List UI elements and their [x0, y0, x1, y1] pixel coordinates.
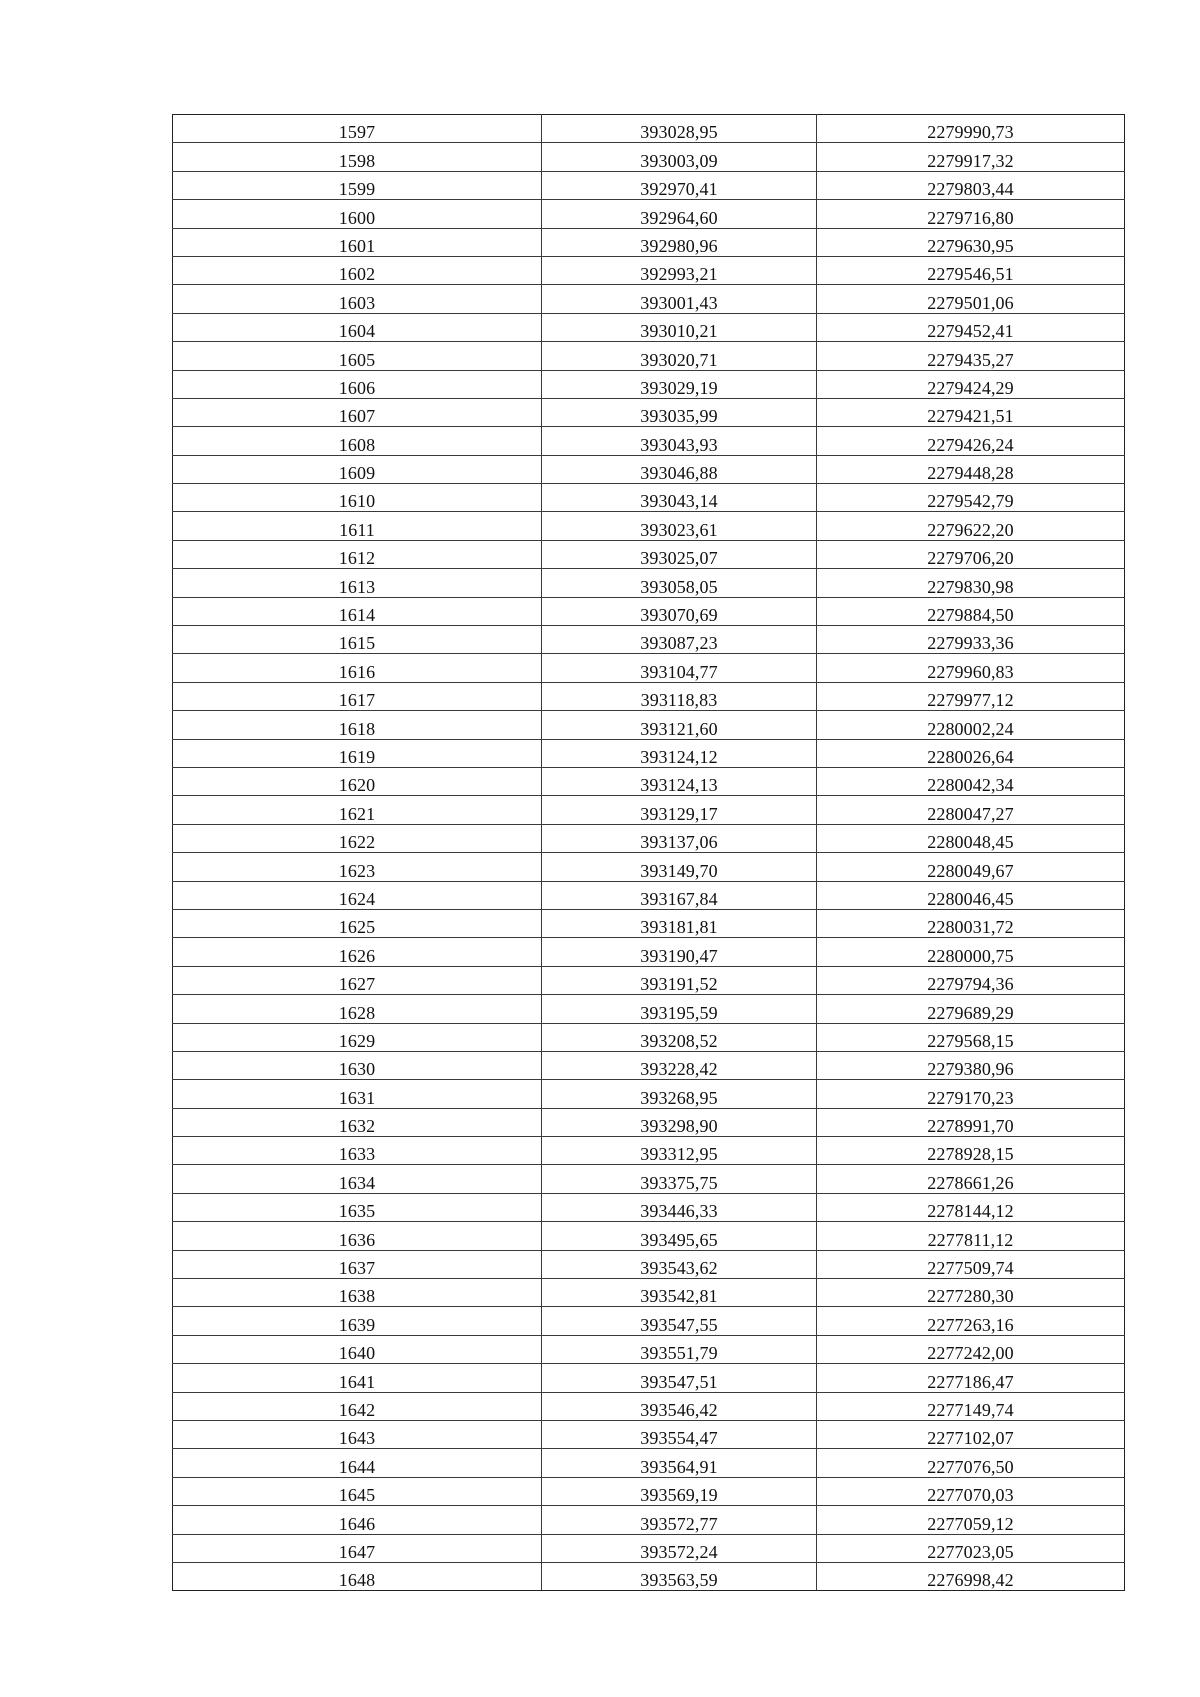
table-row [173, 1449, 1125, 1477]
x-coordinate-cell: 393020,71 [542, 342, 817, 370]
point-number-cell: 1625 [173, 909, 542, 937]
table-row [173, 853, 1125, 881]
table-row [173, 1392, 1125, 1420]
coordinates-table [172, 114, 1125, 1591]
table-row [173, 370, 1125, 398]
table-row [173, 1534, 1125, 1562]
x-coordinate-cell: 393547,55 [542, 1307, 817, 1335]
y-coordinate-cell: 2278991,70 [817, 1108, 1125, 1136]
table-row [173, 767, 1125, 795]
y-coordinate-cell: 2279803,44 [817, 171, 1125, 199]
x-coordinate-cell: 393129,17 [542, 796, 817, 824]
table-row [173, 938, 1125, 966]
point-number-cell: 1614 [173, 597, 542, 625]
point-number-cell: 1604 [173, 313, 542, 341]
y-coordinate-cell: 2279170,23 [817, 1080, 1125, 1108]
x-coordinate-cell: 393551,79 [542, 1335, 817, 1363]
table-row [173, 1307, 1125, 1335]
point-number-cell: 1627 [173, 966, 542, 994]
table-row [173, 1420, 1125, 1448]
x-coordinate-cell: 393208,52 [542, 1023, 817, 1051]
x-coordinate-cell: 393554,47 [542, 1420, 817, 1448]
y-coordinate-cell: 2279622,20 [817, 512, 1125, 540]
y-coordinate-cell: 2277280,30 [817, 1279, 1125, 1307]
x-coordinate-cell: 393446,33 [542, 1193, 817, 1221]
y-coordinate-cell: 2279421,51 [817, 398, 1125, 426]
y-coordinate-cell: 2277023,05 [817, 1534, 1125, 1562]
x-coordinate-cell: 393149,70 [542, 853, 817, 881]
x-coordinate-cell: 393191,52 [542, 966, 817, 994]
table-row [173, 1279, 1125, 1307]
point-number-cell: 1628 [173, 995, 542, 1023]
point-number-cell: 1620 [173, 767, 542, 795]
x-coordinate-cell: 393025,07 [542, 540, 817, 568]
x-coordinate-cell: 393181,81 [542, 909, 817, 937]
table-row [173, 200, 1125, 228]
table-row [173, 739, 1125, 767]
point-number-cell: 1608 [173, 427, 542, 455]
x-coordinate-cell: 393124,12 [542, 739, 817, 767]
point-number-cell: 1636 [173, 1222, 542, 1250]
table-row [173, 1193, 1125, 1221]
point-number-cell: 1639 [173, 1307, 542, 1335]
y-coordinate-cell: 2277263,16 [817, 1307, 1125, 1335]
x-coordinate-cell: 393495,65 [542, 1222, 817, 1250]
y-coordinate-cell: 2278928,15 [817, 1137, 1125, 1165]
point-number-cell: 1632 [173, 1108, 542, 1136]
point-number-cell: 1629 [173, 1023, 542, 1051]
table-row [173, 682, 1125, 710]
x-coordinate-cell: 393003,09 [542, 143, 817, 171]
table-row [173, 512, 1125, 540]
x-coordinate-cell: 393190,47 [542, 938, 817, 966]
y-coordinate-cell: 2279501,06 [817, 285, 1125, 313]
point-number-cell: 1601 [173, 228, 542, 256]
y-coordinate-cell: 2279706,20 [817, 540, 1125, 568]
y-coordinate-cell: 2280042,34 [817, 767, 1125, 795]
x-coordinate-cell: 393572,24 [542, 1534, 817, 1562]
table-row [173, 824, 1125, 852]
y-coordinate-cell: 2279568,15 [817, 1023, 1125, 1051]
y-coordinate-cell: 2280046,45 [817, 881, 1125, 909]
x-coordinate-cell: 393167,84 [542, 881, 817, 909]
y-coordinate-cell: 2279689,29 [817, 995, 1125, 1023]
y-coordinate-cell: 2280031,72 [817, 909, 1125, 937]
point-number-cell: 1606 [173, 370, 542, 398]
y-coordinate-cell: 2277242,00 [817, 1335, 1125, 1363]
table-row [173, 427, 1125, 455]
table-row [173, 1477, 1125, 1505]
x-coordinate-cell: 393087,23 [542, 626, 817, 654]
y-coordinate-cell: 2277070,03 [817, 1477, 1125, 1505]
y-coordinate-cell: 2279435,27 [817, 342, 1125, 370]
table-row [173, 1023, 1125, 1051]
y-coordinate-cell: 2280048,45 [817, 824, 1125, 852]
y-coordinate-cell: 2279830,98 [817, 569, 1125, 597]
table-row [173, 569, 1125, 597]
x-coordinate-cell: 393001,43 [542, 285, 817, 313]
y-coordinate-cell: 2279990,73 [817, 115, 1125, 143]
table-row [173, 115, 1125, 143]
x-coordinate-cell: 393375,75 [542, 1165, 817, 1193]
y-coordinate-cell: 2277509,74 [817, 1250, 1125, 1278]
table-row [173, 966, 1125, 994]
x-coordinate-cell: 393543,62 [542, 1250, 817, 1278]
table-row [173, 484, 1125, 512]
point-number-cell: 1645 [173, 1477, 542, 1505]
x-coordinate-cell: 393542,81 [542, 1279, 817, 1307]
table-row [173, 1108, 1125, 1136]
point-number-cell: 1616 [173, 654, 542, 682]
x-coordinate-cell: 393046,88 [542, 455, 817, 483]
point-number-cell: 1600 [173, 200, 542, 228]
y-coordinate-cell: 2279960,83 [817, 654, 1125, 682]
table-row [173, 711, 1125, 739]
point-number-cell: 1630 [173, 1051, 542, 1079]
x-coordinate-cell: 393058,05 [542, 569, 817, 597]
point-number-cell: 1619 [173, 739, 542, 767]
x-coordinate-cell: 393268,95 [542, 1080, 817, 1108]
y-coordinate-cell: 2277149,74 [817, 1392, 1125, 1420]
table-row [173, 285, 1125, 313]
point-number-cell: 1613 [173, 569, 542, 597]
x-coordinate-cell: 393228,42 [542, 1051, 817, 1079]
point-number-cell: 1626 [173, 938, 542, 966]
x-coordinate-cell: 392970,41 [542, 171, 817, 199]
table-row [173, 1080, 1125, 1108]
x-coordinate-cell: 393010,21 [542, 313, 817, 341]
table-row [173, 313, 1125, 341]
x-coordinate-cell: 393121,60 [542, 711, 817, 739]
point-number-cell: 1609 [173, 455, 542, 483]
table-row [173, 1506, 1125, 1534]
table-row [173, 881, 1125, 909]
x-coordinate-cell: 393118,83 [542, 682, 817, 710]
point-number-cell: 1615 [173, 626, 542, 654]
y-coordinate-cell: 2279424,29 [817, 370, 1125, 398]
point-number-cell: 1624 [173, 881, 542, 909]
point-number-cell: 1633 [173, 1137, 542, 1165]
y-coordinate-cell: 2279448,28 [817, 455, 1125, 483]
point-number-cell: 1631 [173, 1080, 542, 1108]
y-coordinate-cell: 2277186,47 [817, 1364, 1125, 1392]
point-number-cell: 1610 [173, 484, 542, 512]
y-coordinate-cell: 2279716,80 [817, 200, 1125, 228]
y-coordinate-cell: 2279933,36 [817, 626, 1125, 654]
point-number-cell: 1637 [173, 1250, 542, 1278]
x-coordinate-cell: 393137,06 [542, 824, 817, 852]
x-coordinate-cell: 392964,60 [542, 200, 817, 228]
table-row [173, 256, 1125, 284]
point-number-cell: 1635 [173, 1193, 542, 1221]
x-coordinate-cell: 393124,13 [542, 767, 817, 795]
y-coordinate-cell: 2277059,12 [817, 1506, 1125, 1534]
coordinates-table-body [173, 115, 1125, 1591]
x-coordinate-cell: 393547,51 [542, 1364, 817, 1392]
point-number-cell: 1607 [173, 398, 542, 426]
table-row [173, 398, 1125, 426]
point-number-cell: 1611 [173, 512, 542, 540]
point-number-cell: 1646 [173, 1506, 542, 1534]
point-number-cell: 1605 [173, 342, 542, 370]
table-row [173, 796, 1125, 824]
point-number-cell: 1621 [173, 796, 542, 824]
point-number-cell: 1603 [173, 285, 542, 313]
table-row [173, 626, 1125, 654]
y-coordinate-cell: 2280002,24 [817, 711, 1125, 739]
x-coordinate-cell: 393563,59 [542, 1562, 817, 1590]
y-coordinate-cell: 2279546,51 [817, 256, 1125, 284]
y-coordinate-cell: 2278144,12 [817, 1193, 1125, 1221]
y-coordinate-cell: 2279977,12 [817, 682, 1125, 710]
table-row [173, 597, 1125, 625]
point-number-cell: 1622 [173, 824, 542, 852]
y-coordinate-cell: 2279426,24 [817, 427, 1125, 455]
table-row [173, 995, 1125, 1023]
table-row [173, 654, 1125, 682]
point-number-cell: 1647 [173, 1534, 542, 1562]
point-number-cell: 1643 [173, 1420, 542, 1448]
table-row [173, 1051, 1125, 1079]
x-coordinate-cell: 393546,42 [542, 1392, 817, 1420]
table-row [173, 455, 1125, 483]
table-row [173, 1562, 1125, 1590]
x-coordinate-cell: 392993,21 [542, 256, 817, 284]
point-number-cell: 1599 [173, 171, 542, 199]
point-number-cell: 1598 [173, 143, 542, 171]
point-number-cell: 1640 [173, 1335, 542, 1363]
x-coordinate-cell: 393298,90 [542, 1108, 817, 1136]
table-row [173, 342, 1125, 370]
y-coordinate-cell: 2280049,67 [817, 853, 1125, 881]
y-coordinate-cell: 2279884,50 [817, 597, 1125, 625]
table-row [173, 1222, 1125, 1250]
x-coordinate-cell: 393028,95 [542, 115, 817, 143]
x-coordinate-cell: 392980,96 [542, 228, 817, 256]
y-coordinate-cell: 2279917,32 [817, 143, 1125, 171]
point-number-cell: 1612 [173, 540, 542, 568]
point-number-cell: 1597 [173, 115, 542, 143]
y-coordinate-cell: 2279630,95 [817, 228, 1125, 256]
y-coordinate-cell: 2279794,36 [817, 966, 1125, 994]
y-coordinate-cell: 2277102,07 [817, 1420, 1125, 1448]
x-coordinate-cell: 393564,91 [542, 1449, 817, 1477]
point-number-cell: 1618 [173, 711, 542, 739]
point-number-cell: 1648 [173, 1562, 542, 1590]
point-number-cell: 1617 [173, 682, 542, 710]
y-coordinate-cell: 2279542,79 [817, 484, 1125, 512]
y-coordinate-cell: 2277076,50 [817, 1449, 1125, 1477]
table-row [173, 1137, 1125, 1165]
x-coordinate-cell: 393029,19 [542, 370, 817, 398]
x-coordinate-cell: 393569,19 [542, 1477, 817, 1505]
table-row [173, 143, 1125, 171]
x-coordinate-cell: 393312,95 [542, 1137, 817, 1165]
y-coordinate-cell: 2280047,27 [817, 796, 1125, 824]
x-coordinate-cell: 393035,99 [542, 398, 817, 426]
x-coordinate-cell: 393195,59 [542, 995, 817, 1023]
table-row [173, 171, 1125, 199]
table-row [173, 1364, 1125, 1392]
y-coordinate-cell: 2277811,12 [817, 1222, 1125, 1250]
x-coordinate-cell: 393023,61 [542, 512, 817, 540]
table-row [173, 909, 1125, 937]
y-coordinate-cell: 2278661,26 [817, 1165, 1125, 1193]
table-row [173, 1165, 1125, 1193]
point-number-cell: 1602 [173, 256, 542, 284]
table-row [173, 1250, 1125, 1278]
point-number-cell: 1642 [173, 1392, 542, 1420]
point-number-cell: 1638 [173, 1279, 542, 1307]
point-number-cell: 1641 [173, 1364, 542, 1392]
point-number-cell: 1644 [173, 1449, 542, 1477]
point-number-cell: 1623 [173, 853, 542, 881]
table-row [173, 540, 1125, 568]
table-row [173, 1335, 1125, 1363]
y-coordinate-cell: 2279452,41 [817, 313, 1125, 341]
x-coordinate-cell: 393572,77 [542, 1506, 817, 1534]
y-coordinate-cell: 2276998,42 [817, 1562, 1125, 1590]
point-number-cell: 1634 [173, 1165, 542, 1193]
table-row [173, 228, 1125, 256]
x-coordinate-cell: 393104,77 [542, 654, 817, 682]
x-coordinate-cell: 393070,69 [542, 597, 817, 625]
x-coordinate-cell: 393043,14 [542, 484, 817, 512]
y-coordinate-cell: 2280000,75 [817, 938, 1125, 966]
x-coordinate-cell: 393043,93 [542, 427, 817, 455]
y-coordinate-cell: 2280026,64 [817, 739, 1125, 767]
y-coordinate-cell: 2279380,96 [817, 1051, 1125, 1079]
